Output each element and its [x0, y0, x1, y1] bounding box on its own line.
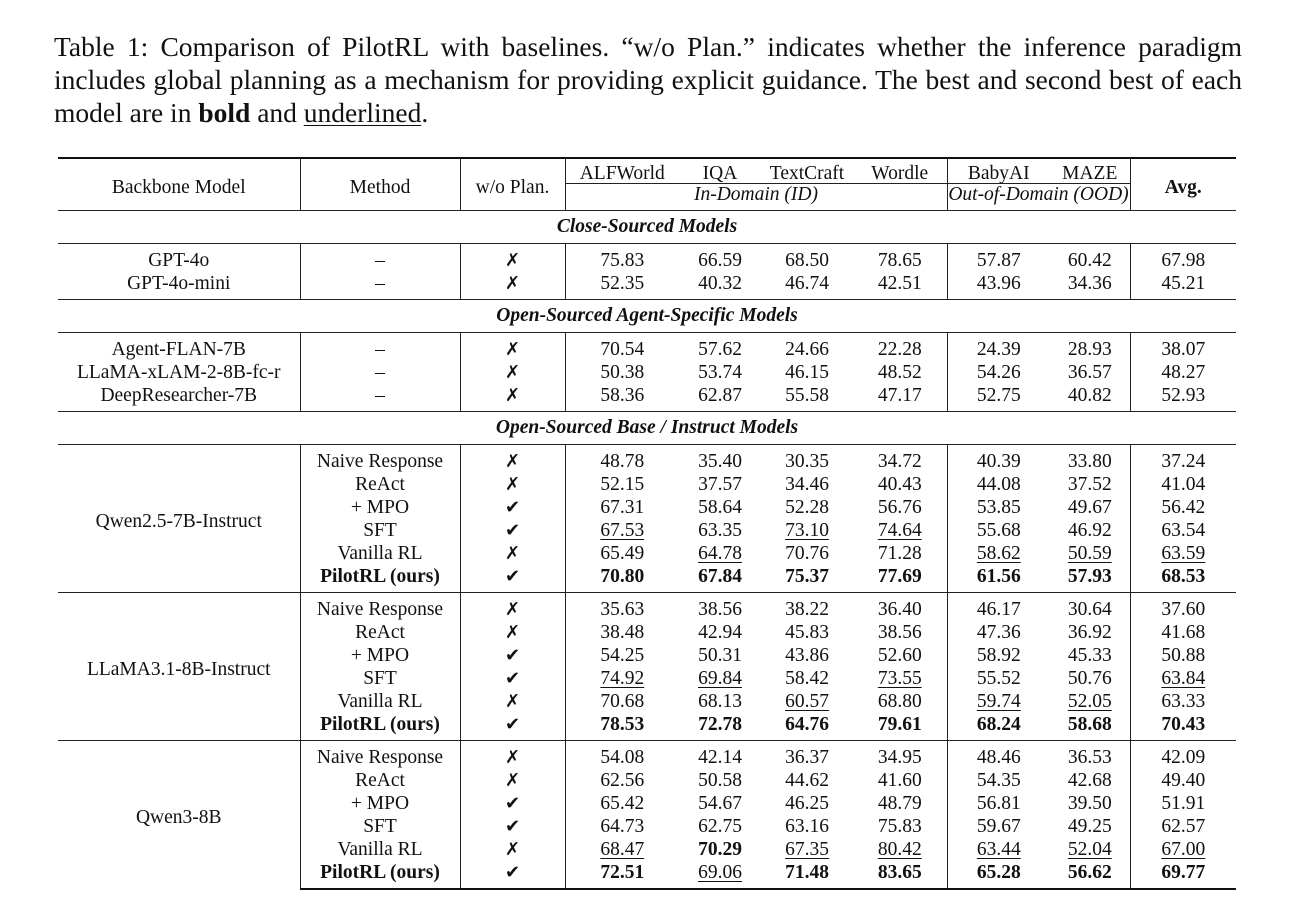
value-cell: 62.56	[565, 769, 679, 792]
plan-mark-cell	[460, 838, 565, 861]
value-cell: 75.37	[785, 566, 829, 587]
value-cell: 28.93	[1067, 339, 1112, 360]
plan-mark-cell	[460, 690, 565, 713]
table-row	[58, 593, 1236, 622]
value-cell: 35.63	[565, 593, 679, 622]
method-cell: –	[300, 361, 460, 384]
method-cell: PilotRL (ours)	[300, 861, 460, 889]
value-cell: 61.56	[947, 565, 1050, 593]
value-cell: 68.53	[1130, 565, 1236, 593]
value-cell: 62.87	[698, 385, 742, 406]
table-row	[58, 244, 1236, 273]
value-cell: 36.40	[853, 593, 947, 622]
cross-icon: ✗	[504, 362, 521, 383]
value-cell: 54.67	[698, 793, 742, 814]
cross-icon: ✗	[504, 599, 521, 620]
method-cell: Naive Response	[300, 741, 460, 770]
value-cell: 40.39	[947, 445, 1050, 474]
value-cell: 52.93	[1130, 384, 1236, 412]
plan-mark-cell	[460, 593, 565, 622]
value-cell: 67.53	[565, 519, 679, 542]
value-cell: 36.92	[1067, 622, 1112, 643]
value-cell: 48.78	[565, 445, 679, 474]
method-cell: Vanilla RL	[300, 690, 460, 713]
value-cell: 63.44	[947, 838, 1050, 861]
section-row	[58, 300, 1236, 333]
method-cell: SFT	[300, 815, 460, 838]
method-cell: –	[300, 384, 460, 412]
value-cell: 43.96	[947, 272, 1050, 300]
value-cell: 55.68	[947, 519, 1050, 542]
value-cell: 78.53	[565, 713, 679, 741]
section-agent-specific: Open-Sourced Agent-Specific Models	[58, 300, 1236, 333]
method-cell: + MPO	[300, 496, 460, 519]
value-cell: 57.93	[1067, 566, 1112, 587]
value-cell: 37.57	[698, 474, 742, 495]
value-cell: 46.74	[785, 273, 829, 294]
value-cell: 67.84	[698, 566, 742, 587]
value-cell: 33.80	[1067, 451, 1112, 472]
value-cell: 45.21	[1130, 272, 1236, 300]
method-cell: + MPO	[300, 792, 460, 815]
cross-icon: ✗	[504, 385, 521, 406]
value-cell: 52.15	[565, 473, 679, 496]
value-cell: 69.77	[1130, 861, 1236, 889]
value-cell: 54.25	[565, 644, 679, 667]
value-cell: 40.32	[698, 273, 742, 294]
method-cell: ReAct	[300, 621, 460, 644]
header-out-of-domain: Out-of-Domain (OOD)	[947, 184, 1130, 211]
value-cell: 40.43	[877, 474, 922, 495]
value-cell: 49.40	[1130, 769, 1236, 792]
value-cell: 80.42	[877, 839, 922, 860]
value-cell: 48.79	[877, 793, 922, 814]
plan-mark-cell	[460, 272, 565, 300]
value-cell: 64.76	[785, 714, 829, 735]
method-cell: + MPO	[300, 644, 460, 667]
method-cell: ReAct	[300, 769, 460, 792]
section-closed-sourced: Close-Sourced Models	[58, 211, 1236, 244]
cross-icon: ✗	[504, 691, 521, 712]
value-cell: 52.60	[877, 645, 922, 666]
value-cell: 56.42	[1130, 496, 1236, 519]
value-cell: 38.56	[679, 593, 761, 622]
value-cell: 70.76	[785, 543, 829, 564]
cross-icon: ✗	[504, 770, 521, 791]
model-name-cell: GPT-4o-mini	[127, 273, 231, 294]
cross-icon: ✗	[504, 339, 521, 360]
value-cell: 58.68	[1067, 714, 1112, 735]
value-cell: 36.53	[1050, 741, 1130, 770]
method-cell: Vanilla RL	[300, 838, 460, 861]
value-cell: 57.62	[698, 339, 742, 360]
value-cell: 56.76	[877, 497, 922, 518]
value-cell: 48.27	[1130, 361, 1236, 384]
plan-mark-cell	[460, 244, 565, 273]
value-cell: 36.57	[1067, 362, 1112, 383]
value-cell: 67.98	[1130, 244, 1236, 273]
cross-icon: ✗	[504, 543, 521, 564]
value-cell: 49.67	[1067, 497, 1112, 518]
value-cell: 77.69	[877, 566, 922, 587]
value-cell: 59.67	[947, 815, 1050, 838]
value-cell: 70.68	[565, 690, 679, 713]
value-cell: 63.16	[785, 816, 829, 837]
value-cell: 67.35	[785, 839, 829, 860]
cross-icon: ✗	[504, 747, 521, 768]
value-cell: 58.36	[565, 384, 679, 412]
section-row	[58, 412, 1236, 445]
checkmark-icon: ✔	[504, 816, 521, 837]
value-cell: 56.62	[1050, 861, 1130, 889]
value-cell: 75.83	[877, 816, 922, 837]
value-cell: 52.28	[785, 497, 829, 518]
value-cell: 62.75	[698, 816, 742, 837]
value-cell: 57.87	[947, 244, 1050, 273]
value-cell: 37.60	[1130, 593, 1236, 622]
value-cell: 52.04	[1067, 839, 1112, 860]
value-cell: 68.24	[947, 713, 1050, 741]
value-cell: 55.52	[947, 667, 1050, 690]
value-cell: 62.57	[1130, 815, 1236, 838]
value-cell: 74.92	[565, 667, 679, 690]
plan-mark-cell	[460, 496, 565, 519]
value-cell: 24.39	[947, 333, 1050, 362]
header-iqa: IQA	[679, 158, 761, 184]
model-name-cell: GPT-4o	[148, 250, 210, 271]
value-cell: 74.64	[877, 520, 922, 541]
value-cell: 59.74	[947, 690, 1050, 713]
header-maze: MAZE	[1050, 158, 1130, 184]
header-in-domain: In-Domain (ID)	[565, 184, 947, 211]
table-row	[58, 445, 1236, 474]
caption-bold-word: bold	[198, 97, 251, 128]
value-cell: 34.72	[877, 451, 922, 472]
value-cell: 68.47	[565, 838, 679, 861]
value-cell: 42.51	[877, 273, 922, 294]
backbone-model-cell: Qwen3-8B	[58, 741, 300, 890]
backbone-model-cell: Qwen2.5-7B-Instruct	[95, 510, 262, 532]
value-cell: 73.10	[785, 520, 829, 541]
checkmark-icon: ✔	[504, 497, 521, 518]
header-babyai: BabyAI	[947, 158, 1050, 184]
value-cell: 64.78	[698, 543, 742, 564]
value-cell: 50.59	[1067, 543, 1112, 564]
value-cell: 72.78	[698, 714, 742, 735]
table-body	[58, 211, 1236, 890]
caption-underlined-word: underlined	[303, 97, 422, 128]
cross-icon: ✗	[504, 474, 521, 495]
plan-mark-cell	[460, 473, 565, 496]
value-cell: 66.59	[698, 250, 742, 271]
model-name-cell: DeepResearcher-7B	[100, 385, 258, 406]
value-cell: 34.46	[785, 474, 829, 495]
value-cell: 48.46	[947, 741, 1050, 770]
value-cell: 69.06	[679, 861, 761, 889]
value-cell: 38.07	[1130, 333, 1236, 362]
value-cell: 45.33	[1067, 645, 1112, 666]
value-cell: 54.35	[947, 769, 1050, 792]
plan-mark-cell	[460, 741, 565, 770]
plan-mark-cell	[460, 644, 565, 667]
value-cell: 42.68	[1067, 770, 1112, 791]
value-cell: 70.43	[1130, 713, 1236, 741]
value-cell: 60.57	[785, 691, 829, 712]
value-cell: 44.62	[785, 770, 829, 791]
value-cell: 68.50	[785, 250, 829, 271]
value-cell: 64.73	[565, 815, 679, 838]
method-cell: SFT	[300, 667, 460, 690]
value-cell: 41.04	[1130, 473, 1236, 496]
value-cell: 63.35	[698, 520, 742, 541]
checkmark-icon: ✔	[504, 645, 521, 666]
caption-and: and	[250, 97, 304, 128]
table-row	[58, 272, 1236, 300]
header-avg: Avg.	[1130, 158, 1236, 211]
plan-mark-cell	[460, 792, 565, 815]
header-backbone: Backbone Model	[58, 158, 300, 211]
value-cell: 65.42	[565, 792, 679, 815]
method-cell: –	[300, 333, 460, 362]
cross-icon: ✗	[504, 250, 521, 271]
value-cell: 63.54	[1130, 519, 1236, 542]
value-cell: 48.52	[877, 362, 922, 383]
model-name-cell: Agent-FLAN-7B	[111, 339, 246, 360]
value-cell: 50.38	[565, 361, 679, 384]
value-cell: 36.37	[761, 741, 853, 770]
value-cell: 49.25	[1067, 816, 1112, 837]
cross-icon: ✗	[504, 273, 521, 294]
value-cell: 41.60	[877, 770, 922, 791]
header-textcraft: TextCraft	[761, 158, 853, 184]
value-cell: 72.51	[565, 861, 679, 889]
checkmark-icon: ✔	[504, 520, 521, 541]
value-cell: 54.08	[565, 741, 679, 770]
value-cell: 58.42	[785, 668, 829, 689]
value-cell: 67.31	[565, 496, 679, 519]
value-cell: 52.75	[947, 384, 1050, 412]
method-cell: Naive Response	[300, 445, 460, 474]
value-cell: 47.17	[877, 385, 922, 406]
value-cell: 68.13	[698, 691, 742, 712]
value-cell: 52.35	[565, 272, 679, 300]
value-cell: 50.31	[698, 645, 742, 666]
value-cell: 63.33	[1130, 690, 1236, 713]
value-cell: 47.36	[947, 621, 1050, 644]
value-cell: 58.64	[698, 497, 742, 518]
cross-icon: ✗	[504, 622, 521, 643]
value-cell: 22.28	[877, 339, 922, 360]
value-cell: 43.86	[785, 645, 829, 666]
plan-mark-cell	[460, 519, 565, 542]
plan-mark-cell	[460, 769, 565, 792]
checkmark-icon: ✔	[504, 668, 521, 689]
plan-mark-cell	[460, 861, 565, 889]
value-cell: 52.05	[1067, 691, 1112, 712]
value-cell: 55.58	[785, 385, 829, 406]
value-cell: 34.36	[1067, 273, 1112, 294]
table-row	[58, 741, 1236, 770]
caption-text: Table 1: Comparison of PilotRL with baselines. “w/o Plan.” indicates whether the inference paradigm includes global planning as a mechanism for providing explicit guidance. The best and second best of each model are in	[54, 31, 1242, 128]
value-cell: 42.94	[698, 622, 742, 643]
value-cell: 46.92	[1067, 520, 1112, 541]
value-cell: 63.59	[1130, 542, 1236, 565]
value-cell: 65.49	[565, 542, 679, 565]
value-cell: 68.80	[877, 691, 922, 712]
checkmark-icon: ✔	[504, 566, 521, 587]
value-cell: 38.48	[565, 621, 679, 644]
header-alfworld: ALFWorld	[565, 158, 679, 184]
results-table	[58, 157, 1236, 890]
value-cell: 69.84	[698, 668, 742, 689]
method-cell: SFT	[300, 519, 460, 542]
value-cell: 50.88	[1130, 644, 1236, 667]
value-cell: 42.14	[679, 741, 761, 770]
method-cell: PilotRL (ours)	[300, 565, 460, 593]
value-cell: 42.09	[1130, 741, 1236, 770]
value-cell: 63.84	[1130, 667, 1236, 690]
value-cell: 53.85	[947, 496, 1050, 519]
value-cell: 39.50	[1067, 793, 1112, 814]
caption-end: .	[421, 97, 429, 128]
value-cell: 24.66	[785, 339, 829, 360]
value-cell: 54.26	[947, 361, 1050, 384]
method-cell: PilotRL (ours)	[300, 713, 460, 741]
value-cell: 35.40	[698, 451, 742, 472]
value-cell: 45.83	[785, 622, 829, 643]
table-row	[58, 384, 1236, 412]
value-cell: 46.25	[785, 793, 829, 814]
plan-mark-cell	[460, 713, 565, 741]
value-cell: 30.64	[1050, 593, 1130, 622]
value-cell: 71.48	[761, 861, 853, 889]
value-cell: 34.95	[853, 741, 947, 770]
value-cell: 73.55	[877, 668, 922, 689]
value-cell: 65.28	[947, 861, 1050, 889]
value-cell: 83.65	[853, 861, 947, 889]
plan-mark-cell	[460, 815, 565, 838]
table-caption	[54, 30, 1242, 129]
table-row	[58, 361, 1236, 384]
value-cell: 70.80	[565, 565, 679, 593]
value-cell: 37.52	[1067, 474, 1112, 495]
cross-icon: ✗	[504, 451, 521, 472]
header-wordle: Wordle	[853, 158, 947, 184]
value-cell: 56.81	[947, 792, 1050, 815]
value-cell: 30.35	[785, 451, 829, 472]
plan-mark-cell	[460, 333, 565, 362]
value-cell: 46.17	[947, 593, 1050, 622]
plan-mark-cell	[460, 384, 565, 412]
value-cell: 46.15	[785, 362, 829, 383]
section-base-instruct: Open-Sourced Base / Instruct Models	[58, 412, 1236, 445]
table-row	[58, 333, 1236, 362]
plan-mark-cell	[460, 542, 565, 565]
value-cell: 58.92	[947, 644, 1050, 667]
plan-mark-cell	[460, 445, 565, 474]
value-cell: 67.00	[1130, 838, 1236, 861]
method-cell: –	[300, 244, 460, 273]
value-cell: 75.83	[565, 244, 679, 273]
value-cell: 70.54	[565, 333, 679, 362]
value-cell: 38.22	[761, 593, 853, 622]
plan-mark-cell	[460, 361, 565, 384]
value-cell: 38.56	[877, 622, 922, 643]
plan-mark-cell	[460, 621, 565, 644]
cross-icon: ✗	[504, 839, 521, 860]
plan-mark-cell	[460, 565, 565, 593]
value-cell: 37.24	[1130, 445, 1236, 474]
value-cell: 50.76	[1067, 668, 1112, 689]
checkmark-icon: ✔	[504, 862, 521, 883]
value-cell: 44.08	[947, 473, 1050, 496]
value-cell: 58.62	[947, 542, 1050, 565]
value-cell: 78.65	[877, 250, 922, 271]
method-cell: ReAct	[300, 473, 460, 496]
value-cell: 40.82	[1067, 385, 1112, 406]
model-name-cell: LLaMA-xLAM-2-8B-fc-r	[76, 362, 281, 383]
value-cell: 41.68	[1130, 621, 1236, 644]
value-cell: 79.61	[877, 714, 922, 735]
value-cell: 70.29	[698, 839, 742, 860]
checkmark-icon: ✔	[504, 714, 521, 735]
method-cell: Naive Response	[300, 593, 460, 622]
value-cell: 60.42	[1067, 250, 1112, 271]
value-cell: 50.58	[698, 770, 742, 791]
value-cell: 53.74	[698, 362, 742, 383]
method-cell: Vanilla RL	[300, 542, 460, 565]
method-cell: –	[300, 272, 460, 300]
checkmark-icon: ✔	[504, 793, 521, 814]
value-cell: 51.91	[1130, 792, 1236, 815]
backbone-model-cell: LLaMA3.1-8B-Instruct	[58, 593, 300, 741]
plan-mark-cell	[460, 667, 565, 690]
value-cell: 71.28	[877, 543, 922, 564]
header-wo-plan: w/o Plan.	[460, 158, 565, 211]
header-method: Method	[300, 158, 460, 211]
